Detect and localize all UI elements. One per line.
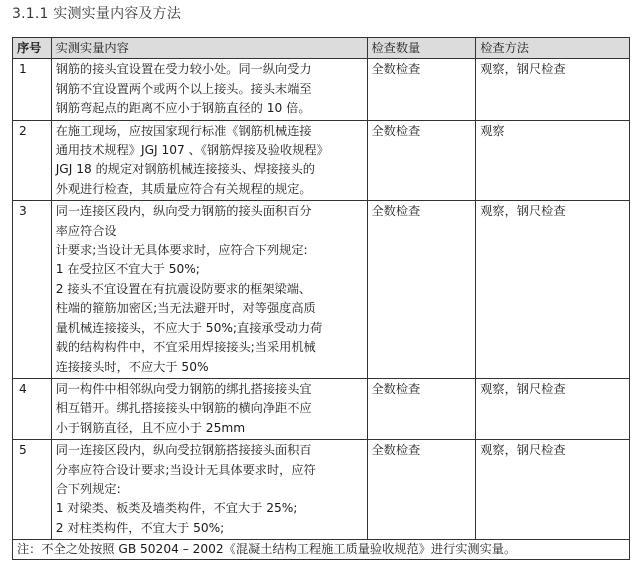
table-row <box>13 59 630 120</box>
row-quantity: 全数检查 <box>367 59 476 120</box>
header-content: 实测实量内容 <box>51 38 367 59</box>
content-line: 相互错开。绑扎搭接接头中钢筋的横向净距不应 <box>55 401 312 416</box>
table-header-row <box>13 38 630 59</box>
row-content <box>51 440 367 540</box>
content-line: 外观进行检查，其质量应符合有关规程的规定。 <box>55 181 312 196</box>
content-line: 连接接头时，不应大于 50% <box>55 359 209 374</box>
content-line: 同一连接区段内，纵向受拉钢筋搭接接头面积百 <box>55 443 312 458</box>
content-line: 2 对柱类构件，不宜大于 50%; <box>55 520 225 535</box>
row-quantity: 全数检查 <box>367 440 476 540</box>
row-serial-no: 4 <box>13 378 52 439</box>
row-content <box>51 201 367 379</box>
table-note: 注：不全之处按照 GB 50204 – 2002《混凝土结构工程施工质量验收规范》进行实测实量。 <box>13 540 630 560</box>
content-line: 计要求;当设计无具体要求时，应符合下列规定: <box>55 243 308 258</box>
row-content <box>51 59 367 120</box>
content-line: 率应符合设 <box>55 223 117 238</box>
row-content <box>51 378 367 439</box>
content-line: JGJ 18 的规定对钢筋机械连接接头、焊接接头的 <box>55 162 315 177</box>
table-row <box>13 440 630 540</box>
row-serial-no: 2 <box>13 120 52 201</box>
row-method: 观察，钢尺检查 <box>476 59 630 120</box>
row-quantity: 全数检查 <box>367 201 476 379</box>
row-method: 观察，钢尺检查 <box>476 378 630 439</box>
content-line: 2 接头不宜设置在有抗震设防要求的框架梁端、 <box>55 281 312 296</box>
content-line: 钢筋的接头宜设置在受力较小处。同一纵向受力 <box>55 62 312 77</box>
note-row <box>13 540 630 560</box>
row-method: 观察，钢尺检查 <box>476 201 630 379</box>
content-line: 同一构件中相邻纵向受力钢筋的绑扎搭接接头宜 <box>55 381 312 396</box>
content-line: 量机械连接接头，不应大于 50%;直接承受动力荷 <box>55 320 323 335</box>
row-serial-no: 3 <box>13 201 52 379</box>
row-method: 观察 <box>476 120 630 201</box>
content-line: 1 对梁类、板类及墙类构件，不宜大于 25%; <box>55 501 298 516</box>
content-line: 合下列规定: <box>55 481 121 496</box>
content-line: 分率应符合设计要求;当设计无具体要求时，应符 <box>55 462 316 477</box>
header-quantity: 检查数量 <box>367 38 476 59</box>
content-line: 同一连接区段内，纵向受力钢筋的接头面积百分 <box>55 204 312 219</box>
content-line: 通用技术规程》JGJ 107 、《钢筋焊接及验收规程》 <box>55 143 329 158</box>
table-row <box>13 378 630 439</box>
content-line: 小于钢筋直径，且不应小于 25mm <box>55 420 246 435</box>
inspection-table <box>12 37 630 560</box>
row-serial-no: 5 <box>13 440 52 540</box>
row-method: 观察，钢尺检查 <box>476 440 630 540</box>
header-method: 检查方法 <box>476 38 630 59</box>
table-row <box>13 120 630 201</box>
content-line: 柱端的箍筋加密区;当无法避开时，对等强度高质 <box>55 301 316 316</box>
content-line: 钢筋弯起点的距离不应小于钢筋直径的 10 倍。 <box>55 101 311 116</box>
table-row <box>13 201 630 379</box>
content-line: 载的结构构件中，不宜采用焊接接头;当采用机械 <box>55 340 316 355</box>
content-line: 在施工现场，应按国家现行标准《钢筋机械连接 <box>55 123 312 138</box>
row-quantity: 全数检查 <box>367 378 476 439</box>
row-quantity: 全数检查 <box>367 120 476 201</box>
row-content <box>51 120 367 201</box>
row-serial-no: 1 <box>13 59 52 120</box>
content-line: 1 在受拉区不宜大于 50%; <box>55 262 200 277</box>
content-line: 钢筋不宜设置两个或两个以上接头。接头末端至 <box>55 81 312 96</box>
header-serial-no: 序号 <box>13 38 52 59</box>
section-heading: 3.1.1 实测实量内容及方法 <box>12 6 182 22</box>
